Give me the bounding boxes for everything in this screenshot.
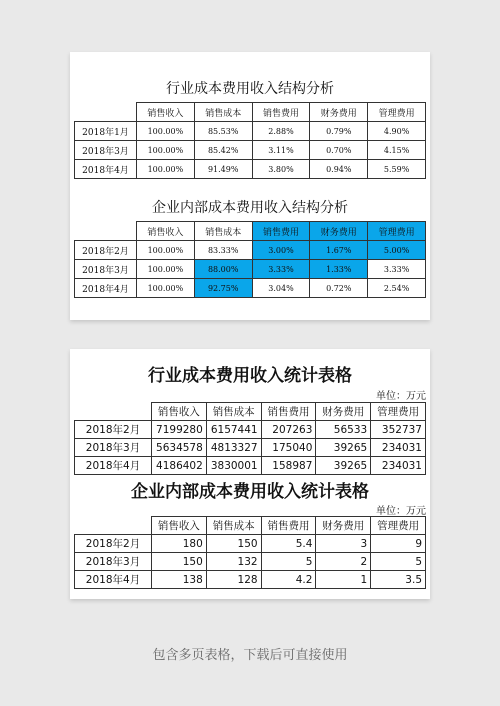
col-header: 财务费用 — [316, 517, 371, 535]
cell: 1 — [316, 571, 371, 589]
table-row — [75, 439, 426, 457]
internal-structure-title: 企业内部成本费用收入结构分析 — [152, 200, 348, 216]
internal-statistics-table — [74, 516, 426, 589]
cell: 0.79% — [310, 122, 368, 141]
table-row — [75, 122, 426, 141]
row-label: 2018年2月 — [75, 535, 152, 553]
cell: 4.15% — [368, 141, 426, 160]
row-label: 2018年4月 — [75, 457, 152, 475]
cell: 100.00% — [137, 122, 195, 141]
table-header-row — [75, 222, 426, 241]
cell: 9 — [371, 535, 426, 553]
table-row — [75, 160, 426, 179]
cell: 39265 — [316, 457, 371, 475]
corner-cell — [75, 222, 137, 241]
cell: 6157441 — [206, 421, 261, 439]
row-label: 2018年3月 — [75, 553, 152, 571]
col-header: 销售费用 — [252, 222, 310, 241]
col-header: 销售成本 — [206, 403, 261, 421]
col-header: 销售收入 — [137, 103, 195, 122]
row-label: 2018年2月 — [75, 241, 137, 260]
cell: 39265 — [316, 439, 371, 457]
cell: 4.90% — [368, 122, 426, 141]
internal-structure-table — [74, 221, 426, 298]
col-header: 财务费用 — [310, 222, 368, 241]
cell: 150 — [206, 535, 261, 553]
cell: 3.04% — [252, 279, 310, 298]
cell: 0.72% — [310, 279, 368, 298]
table-header-row — [75, 517, 426, 535]
row-label: 2018年3月 — [75, 141, 137, 160]
cell: 5634578 — [152, 439, 207, 457]
cell: 100.00% — [137, 241, 195, 260]
row-label: 2018年4月 — [75, 279, 137, 298]
cell: 2 — [316, 553, 371, 571]
highlighted-cell: 92.75% — [194, 279, 252, 298]
industry-statistics-table — [74, 402, 426, 475]
cell: 0.94% — [310, 160, 368, 179]
cell: 83.33% — [194, 241, 252, 260]
col-header: 销售费用 — [252, 103, 310, 122]
table-row — [75, 553, 426, 571]
cell: 175040 — [261, 439, 316, 457]
cell: 128 — [206, 571, 261, 589]
corner-cell — [75, 403, 152, 421]
row-label: 2018年3月 — [75, 439, 152, 457]
col-header: 销售收入 — [152, 517, 207, 535]
table-header-row — [75, 103, 426, 122]
cell: 3.11% — [252, 141, 310, 160]
cell: 2.88% — [252, 122, 310, 141]
cell: 5.59% — [368, 160, 426, 179]
cell: 4186402 — [152, 457, 207, 475]
cell: 91.49% — [194, 160, 252, 179]
cell: 234031 — [371, 439, 426, 457]
cell: 150 — [152, 553, 207, 571]
cell: 5 — [371, 553, 426, 571]
cell: 2.54% — [368, 279, 426, 298]
table-row — [75, 535, 426, 553]
cell: 85.53% — [194, 122, 252, 141]
col-header: 财务费用 — [310, 103, 368, 122]
cell: 100.00% — [137, 141, 195, 160]
highlighted-cell: 5.00% — [368, 241, 426, 260]
col-header: 管理费用 — [368, 222, 426, 241]
col-header: 销售收入 — [137, 222, 195, 241]
corner-cell — [75, 517, 152, 535]
internal-statistics-title: 企业内部成本费用收入统计表格 — [131, 482, 369, 502]
cell: 100.00% — [137, 160, 195, 179]
row-label: 2018年4月 — [75, 571, 152, 589]
cell: 132 — [206, 553, 261, 571]
col-header: 财务费用 — [316, 403, 371, 421]
analysis-sheet — [70, 52, 430, 320]
highlighted-cell: 88.00% — [194, 260, 252, 279]
statistics-sheet — [70, 349, 430, 599]
cell: 5.4 — [261, 535, 316, 553]
highlighted-cell: 1.67% — [310, 241, 368, 260]
table-row — [75, 141, 426, 160]
industry-statistics-title: 行业成本费用收入统计表格 — [148, 366, 352, 386]
col-header: 销售成本 — [194, 222, 252, 241]
cell: 5 — [261, 553, 316, 571]
cell: 352737 — [371, 421, 426, 439]
row-label: 2018年4月 — [75, 160, 137, 179]
cell: 180 — [152, 535, 207, 553]
unit-label: 单位：万元 — [376, 391, 426, 402]
corner-cell — [75, 103, 137, 122]
col-header: 销售成本 — [206, 517, 261, 535]
highlighted-cell: 3.33% — [252, 260, 310, 279]
cell: 56533 — [316, 421, 371, 439]
cell: 3830001 — [206, 457, 261, 475]
industry-structure-title: 行业成本费用收入结构分析 — [166, 81, 334, 97]
col-header: 管理费用 — [371, 517, 426, 535]
table-row — [75, 279, 426, 298]
cell: 4.2 — [261, 571, 316, 589]
col-header: 销售费用 — [261, 403, 316, 421]
col-header: 销售费用 — [261, 517, 316, 535]
cell: 3.33% — [368, 260, 426, 279]
cell: 7199280 — [152, 421, 207, 439]
row-label: 2018年2月 — [75, 421, 152, 439]
col-header: 销售成本 — [194, 103, 252, 122]
col-header: 销售收入 — [152, 403, 207, 421]
cell: 234031 — [371, 457, 426, 475]
row-label: 2018年3月 — [75, 260, 137, 279]
industry-structure-table — [74, 102, 426, 179]
cell: 3.80% — [252, 160, 310, 179]
table-row — [75, 571, 426, 589]
cell: 85.42% — [194, 141, 252, 160]
cell: 207263 — [261, 421, 316, 439]
cell: 4813327 — [206, 439, 261, 457]
table-header-row — [75, 403, 426, 421]
cell: 100.00% — [137, 279, 195, 298]
col-header: 管理费用 — [371, 403, 426, 421]
cell: 100.00% — [137, 260, 195, 279]
cell: 0.70% — [310, 141, 368, 160]
unit-label: 单位：万元 — [376, 506, 426, 517]
cell: 158987 — [261, 457, 316, 475]
table-row — [75, 241, 426, 260]
row-label: 2018年1月 — [75, 122, 137, 141]
cell: 3.5 — [371, 571, 426, 589]
cell: 138 — [152, 571, 207, 589]
table-row — [75, 421, 426, 439]
col-header: 管理费用 — [368, 103, 426, 122]
highlighted-cell: 1.33% — [310, 260, 368, 279]
table-row — [75, 260, 426, 279]
footer-caption: 包含多页表格，下载后可直接使用 — [152, 648, 348, 663]
cell: 3 — [316, 535, 371, 553]
table-row — [75, 457, 426, 475]
highlighted-cell: 3.00% — [252, 241, 310, 260]
